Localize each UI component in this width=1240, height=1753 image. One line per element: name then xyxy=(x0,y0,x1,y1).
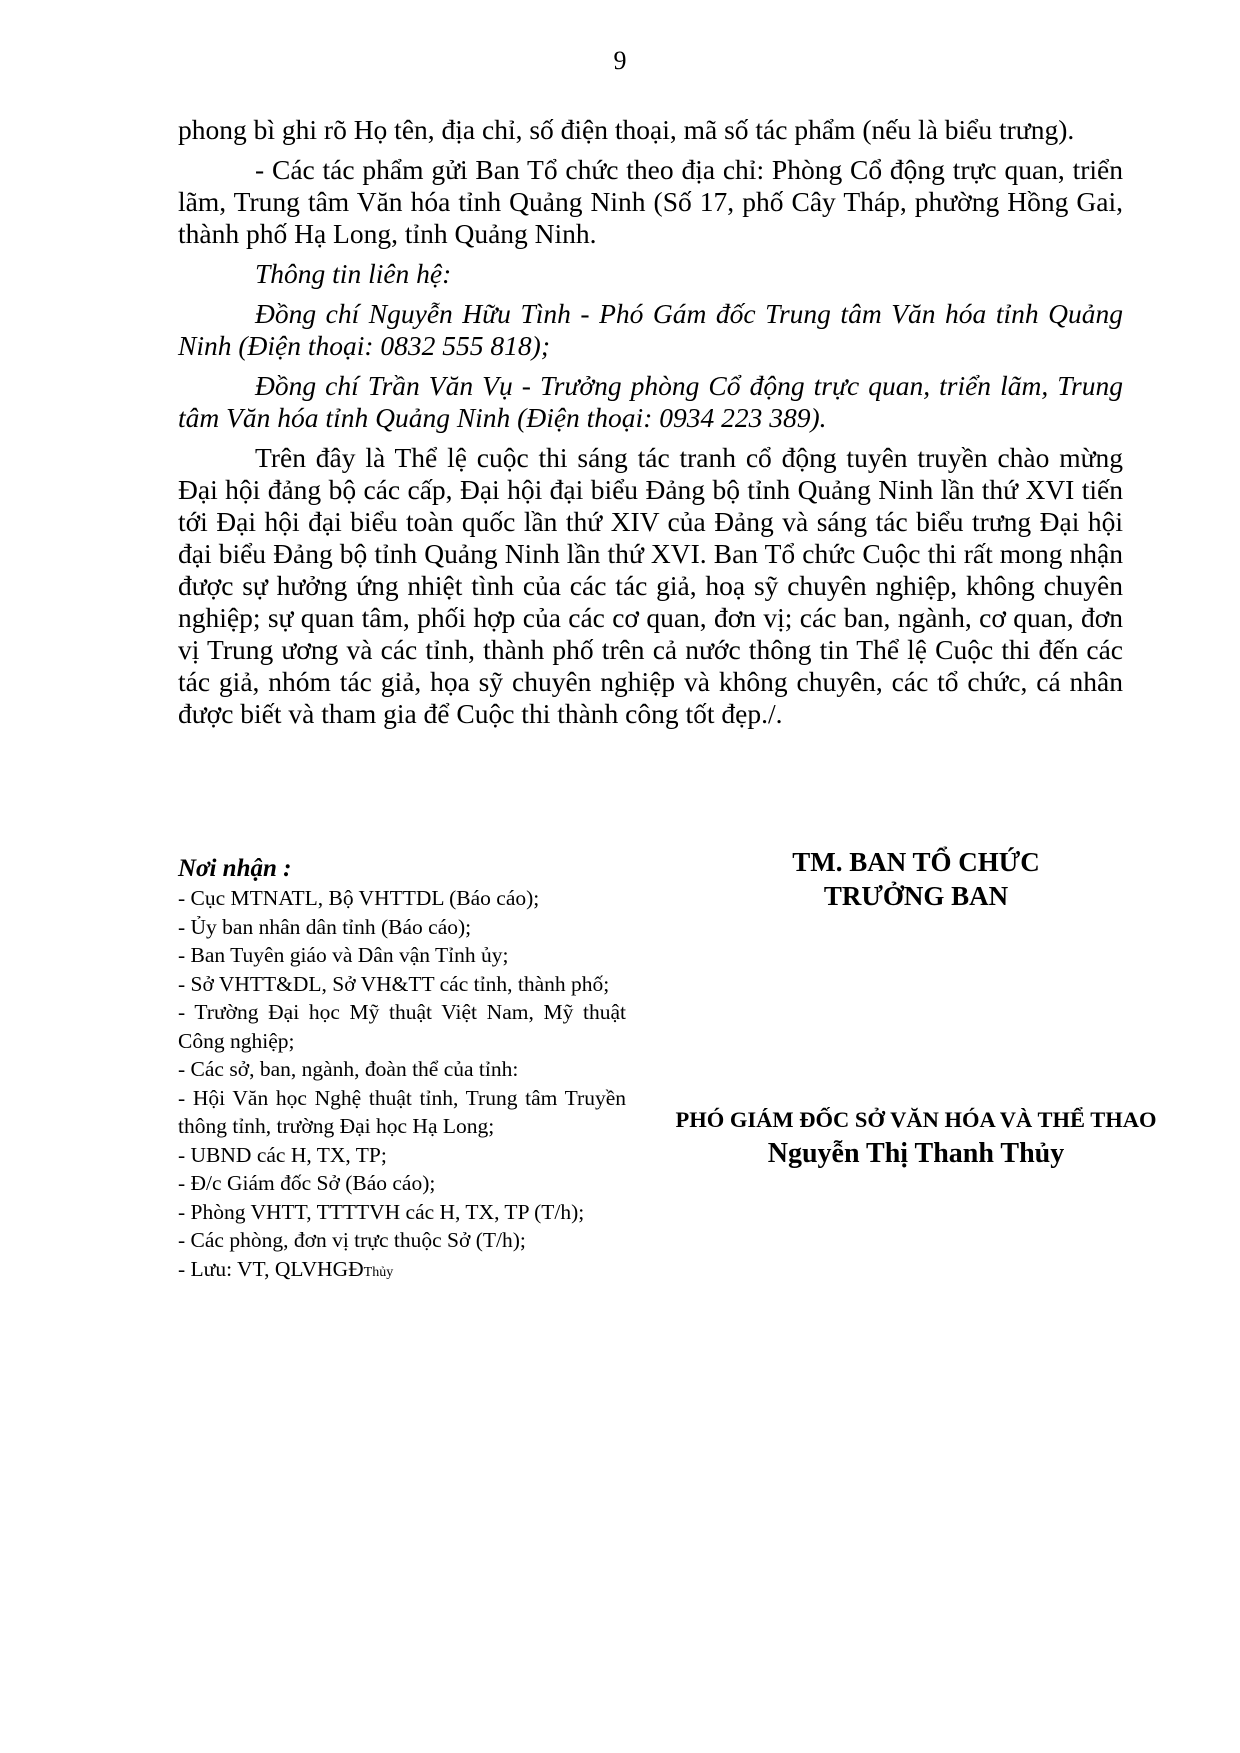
recipients-block xyxy=(178,854,626,1287)
archive-suffix: Thủy xyxy=(363,1264,394,1280)
recipient-item: - Đ/c Giám đốc Sở (Báo cáo); xyxy=(178,1171,436,1195)
contact-person-1: Đồng chí Nguyễn Hữu Tình - Phó Gám đốc Trung tâm Văn hóa tỉnh Quảng Ninh (Điện thoại: 0832 555 818); xyxy=(178,298,1123,361)
paragraph-closing: Trên đây là Thể lệ cuộc thi sáng tác tranh cổ động tuyên truyền chào mừng Đại hội đảng bộ các cấp, Đại hội đại biểu Đảng bộ tỉnh Quảng Ninh lần thứ XVI tiến tới Đại hội đại biểu toàn quốc lần thứ XIV của Đảng và sáng tác biểu trưng Đại hội đại biểu Đảng bộ tỉnh Quảng Ninh lần thứ XVI. Ban Tổ chức Cuộc thi rất mong nhận được sự hưởng ứng nhiệt tình của các tác giả, hoạ sỹ chuyên nghiệp, không chuyên nghiệp; sự quan tâm, phối hợp của các cơ quan, đơn vị; các ban, ngành, cơ quan, đơn vị Trung ương và các tỉnh, thành phố trên cả nước thông tin Thể lệ Cuộc thi đến các tác giả, nhóm tác giả, họa sỹ chuyên nghiệp và không chuyên, các tổ chức, cá nhân được biết và tham gia để Cuộc thi thành công tốt đẹp./. xyxy=(178,442,1123,729)
recipient-item: - Trường Đại học Mỹ thuật Việt Nam, Mỹ thuật Công nghiệp; xyxy=(178,1000,626,1053)
page-number: 9 xyxy=(613,46,627,75)
signature-org-line-2: TRƯỞNG BAN xyxy=(823,881,1009,911)
paragraph-submission-address: - Các tác phẩm gửi Ban Tổ chức theo địa chỉ: Phòng Cổ động trực quan, triển lãm, Trung tâm Văn hóa tỉnh Quảng Ninh (Số 17, phố Cây Tháp, phường Hồng Gai, thành phố Hạ Long, tỉnh Quảng Ninh. xyxy=(178,154,1123,249)
signature-block xyxy=(636,845,1196,1169)
recipient-item: - Các sở, ban, ngành, đoàn thể của tỉnh: xyxy=(178,1057,519,1081)
recipient-item: - Phòng VHTT, TTTTVH các H, TX, TP (T/h); xyxy=(178,1199,585,1224)
recipient-item: - Hội Văn học Nghệ thuật tỉnh, Trung tâm Truyền thông tỉnh, trường Đại học Hạ Long; xyxy=(178,1085,626,1138)
recipients-heading: Nơi nhận : xyxy=(178,855,292,882)
paragraph-envelope-note: phong bì ghi rõ Họ tên, địa chỉ, số điện thoại, mã số tác phẩm (nếu là biểu trưng). xyxy=(178,114,1075,145)
recipient-item: - UBND các H, TX, TP; xyxy=(178,1142,387,1167)
recipient-item: - Các phòng, đơn vị trực thuộc Sở (T/h); xyxy=(178,1228,526,1252)
recipient-item: - Cục MTNATL, Bộ VHTTDL (Báo cáo); xyxy=(178,886,540,910)
archive-text: - Lưu: VT, QLVHGĐ xyxy=(178,1256,364,1281)
recipient-item: - Sở VHTT&DL, Sở VH&TT các tỉnh, thành phố; xyxy=(178,971,610,996)
body-text xyxy=(178,114,1123,738)
signer-name: Nguyễn Thị Thanh Thủy xyxy=(767,1138,1065,1169)
contact-person-2: Đồng chí Trần Văn Vụ - Trưởng phòng Cổ động trực quan, triển lãm, Trung tâm Văn hóa tỉnh Quảng Ninh (Điện thoại: 0934 223 389). xyxy=(178,370,1123,433)
signature-org-line-1: TM. BAN TỔ CHỨC xyxy=(792,847,1040,877)
recipient-item: - Ban Tuyên giáo và Dân vận Tỉnh ủy; xyxy=(178,943,509,967)
recipient-item: - Ủy ban nhân dân tỉnh (Báo cáo); xyxy=(178,914,472,939)
signer-role: PHÓ GIÁM ĐỐC SỞ VĂN HÓA VÀ THỂ THAO xyxy=(675,1107,1157,1132)
recipient-item-archive xyxy=(178,1255,626,1288)
contact-heading: Thông tin liên hệ: xyxy=(255,258,452,289)
